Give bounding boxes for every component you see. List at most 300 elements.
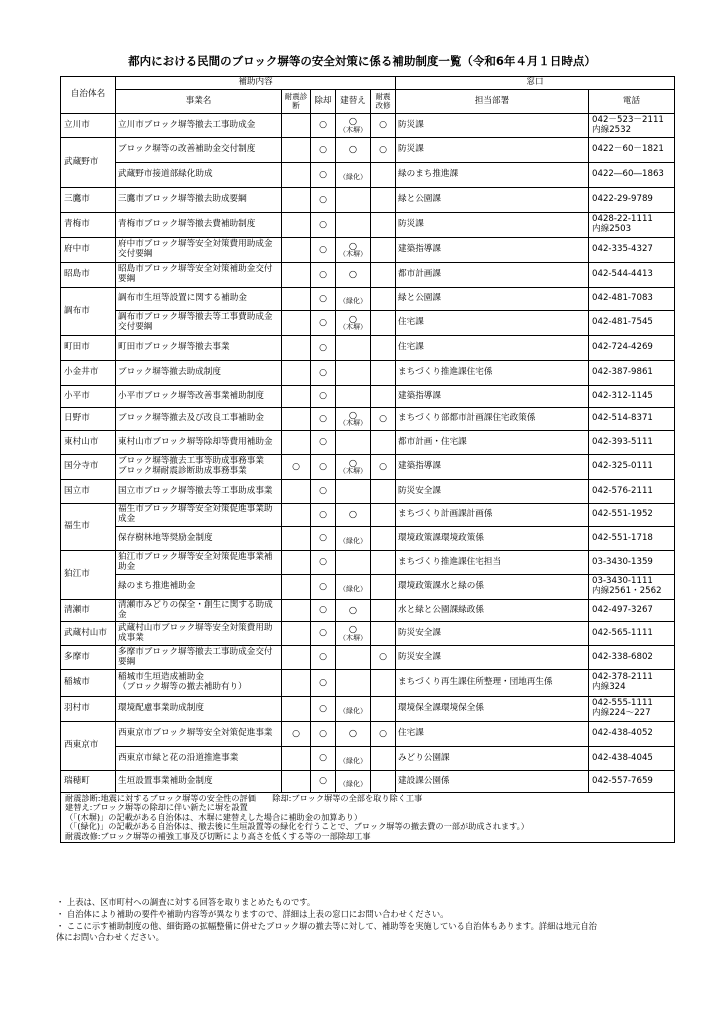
table-body [61, 114, 675, 843]
phone-line: 042-565-1111 [592, 627, 653, 638]
cell-removal: ○ [311, 431, 336, 455]
cell-project-name: ブロック塀等撤去助成制度 [116, 361, 282, 386]
phone-line: 042-325-0111 [592, 461, 653, 472]
cell-seismic-reinforce [371, 336, 396, 361]
page-title: 都内における民間のブロック塀等の安全対策に係る補助制度一覧（令和6年４月１日時点） [128, 54, 596, 68]
cell-department: 住宅課 [396, 311, 589, 336]
table-row [61, 527, 675, 551]
cell-phone [589, 600, 675, 622]
cell-removal: ○ [311, 408, 336, 431]
phone-line: 042-551-1952 [592, 509, 653, 520]
table-row [61, 213, 675, 238]
cell-seismic-reinforce [371, 504, 396, 527]
cell-rebuild [336, 575, 371, 600]
cell-rebuild [336, 527, 371, 551]
cell-seismic-diagnosis [282, 311, 311, 336]
cell-seismic-reinforce: ○ [371, 408, 396, 431]
cell-municipality: 府中市 [61, 238, 116, 263]
cell-phone [589, 622, 675, 646]
cell-removal: ○ [311, 771, 336, 793]
cell-seismic-diagnosis [282, 527, 311, 551]
cell-removal: ○ [311, 386, 336, 408]
cell-seismic-diagnosis [282, 138, 311, 163]
phone-line: 0428-22-1111 [592, 214, 653, 225]
cell-municipality: 小平市 [61, 386, 116, 408]
phone-line: 042－523－2111 [592, 114, 664, 125]
cell-removal: ○ [311, 504, 336, 527]
cell-seismic-diagnosis [282, 238, 311, 263]
rebuild-note: （緑化） [339, 585, 367, 594]
rebuild-note: （木塀） [339, 250, 367, 259]
cell-project-name: 立川市ブロック塀等撤去工事助成金 [116, 114, 282, 138]
cell-seismic-diagnosis [282, 771, 311, 793]
phone-line: 042-497-3267 [592, 604, 653, 615]
cell-municipality: 青梅市 [61, 213, 116, 238]
cell-seismic-diagnosis [282, 431, 311, 455]
cell-rebuild [336, 336, 371, 361]
cell-removal: ○ [311, 336, 336, 361]
cell-project-name: 三鷹市ブロック塀等撤去助成要綱 [116, 188, 282, 213]
rebuild-mark: ○ [348, 409, 358, 421]
cell-department: まちづくり部都市計画課住宅政策係 [396, 408, 589, 431]
cell-project-name: 昭島市ブロック塀等安全対策補助金交付要綱 [116, 263, 282, 288]
cell-phone [589, 213, 675, 238]
rebuild-note: （木塀） [339, 419, 367, 428]
definition-line: 建替え:ブロック塀等の除却に伴い新たに塀を設置 [65, 802, 248, 813]
cell-seismic-reinforce [371, 431, 396, 455]
cell-department: 防災安全課 [396, 622, 589, 646]
table-row [61, 504, 675, 527]
cell-seismic-reinforce [371, 238, 396, 263]
cell-rebuild [336, 455, 371, 480]
rebuild-note: （緑化） [339, 297, 367, 306]
table-row [61, 747, 675, 771]
phone-line: 042-378-2111 [592, 672, 653, 683]
phone-line: 042-438-4052 [592, 728, 653, 739]
cell-seismic-reinforce [371, 575, 396, 600]
cell-seismic-diagnosis [282, 408, 311, 431]
cell-phone [589, 455, 675, 480]
rebuild-mark: ○ [348, 144, 358, 156]
cell-department: 建築指導課 [396, 238, 589, 263]
cell-phone [589, 188, 675, 213]
cell-project-name: 東村山市ブロック塀等除却等費用補助金 [116, 431, 282, 455]
cell-seismic-diagnosis [282, 213, 311, 238]
phone-line: 042-551-1718 [592, 532, 653, 543]
cell-project-name: 武蔵村山市ブロック塀等安全対策費用助成事業 [116, 622, 282, 646]
cell-municipality: 三鷹市 [61, 188, 116, 213]
phone-line: 042-312-1145 [592, 390, 653, 401]
cell-seismic-reinforce [371, 213, 396, 238]
definitions-cell [61, 793, 675, 843]
cell-project-name: 府中市ブロック塀等安全対策費用助成金交付要綱 [116, 238, 282, 263]
cell-municipality: 調布市 [61, 288, 116, 336]
cell-rebuild [336, 263, 371, 288]
cell-removal: ○ [311, 311, 336, 336]
cell-phone [589, 722, 675, 747]
cell-department: 緑と公園課 [396, 288, 589, 311]
cell-removal: ○ [311, 575, 336, 600]
footnote-line: 体にお問い合わせください。 [56, 932, 164, 943]
phone-line: 内線324 [592, 682, 626, 692]
cell-rebuild [336, 670, 371, 697]
footnote-line: ・ ここに示す補助制度の他、細街路の拡幅整備に併せたブロック塀の撤去等に対して、補助等を実施している自治体もあります。詳細は地元自治 [56, 920, 597, 931]
table-row [61, 551, 675, 575]
phone-line: 042-514-8371 [592, 413, 653, 424]
phone-line: 内線2503 [592, 224, 632, 234]
table-row [61, 455, 675, 480]
cell-phone [589, 431, 675, 455]
cell-seismic-diagnosis [282, 188, 311, 213]
cell-rebuild [336, 163, 371, 188]
cell-municipality: 昭島市 [61, 263, 116, 288]
cell-phone [589, 575, 675, 600]
cell-seismic-reinforce [371, 697, 396, 722]
cell-seismic-reinforce [371, 311, 396, 336]
rebuild-mark: ○ [348, 240, 358, 252]
cell-seismic-diagnosis [282, 288, 311, 311]
table-row [61, 263, 675, 288]
rebuild-mark: ○ [348, 604, 358, 616]
cell-project-name: 青梅市ブロック塀等撤去費補助制度 [116, 213, 282, 238]
cell-department: まちづくり推進課住宅係 [396, 361, 589, 386]
table-row [61, 361, 675, 386]
cell-seismic-diagnosis [282, 551, 311, 575]
header-municipality: 自治体名 [61, 77, 116, 114]
cell-department: 水と緑と公園課緑政係 [396, 600, 589, 622]
cell-seismic-reinforce: ○ [371, 646, 396, 670]
cell-seismic-reinforce [371, 480, 396, 504]
cell-municipality: 武蔵野市 [61, 138, 116, 188]
cell-department: 建築指導課 [396, 386, 589, 408]
phone-line: 042-555-1111 [592, 698, 653, 709]
cell-department: 住宅課 [396, 336, 589, 361]
cell-project-name: 西東京市緑と花の沿道推進事業 [116, 747, 282, 771]
cell-seismic-reinforce: ○ [371, 722, 396, 747]
cell-seismic-diagnosis [282, 114, 311, 138]
cell-phone [589, 288, 675, 311]
cell-department: 環境政策課水と緑の係 [396, 575, 589, 600]
phone-line: 0422-29-9789 [592, 194, 653, 205]
cell-phone [589, 386, 675, 408]
cell-removal: ○ [311, 600, 336, 622]
phone-line: 042-576-2111 [592, 485, 653, 496]
phone-line: 内線2532 [592, 124, 632, 135]
phone-line: 042-338-6802 [592, 651, 653, 662]
cell-department: 防災課 [396, 138, 589, 163]
cell-rebuild [336, 747, 371, 771]
phone-line: 042-438-4045 [592, 752, 653, 763]
cell-municipality: 日野市 [61, 408, 116, 431]
cell-phone [589, 311, 675, 336]
cell-municipality: 小金井市 [61, 361, 116, 386]
cell-rebuild [336, 646, 371, 670]
cell-phone [589, 670, 675, 697]
table-row [61, 238, 675, 263]
cell-department: 住宅課 [396, 722, 589, 747]
cell-removal: ○ [311, 480, 336, 504]
phone-line: 042-481-7083 [592, 293, 653, 304]
header-seismic-reinforce: 耐震改修 [371, 90, 396, 114]
cell-phone [589, 527, 675, 551]
cell-rebuild [336, 504, 371, 527]
cell-phone [589, 336, 675, 361]
phone-line: 0422―60―1863 [592, 169, 664, 180]
cell-seismic-reinforce [371, 747, 396, 771]
subsidy-table [60, 76, 675, 843]
rebuild-mark: ○ [348, 624, 358, 636]
cell-phone [589, 114, 675, 138]
cell-seismic-reinforce [371, 288, 396, 311]
cell-rebuild [336, 188, 371, 213]
table-row [61, 431, 675, 455]
cell-rebuild [336, 431, 371, 455]
cell-removal: ○ [311, 188, 336, 213]
cell-seismic-reinforce [371, 622, 396, 646]
cell-municipality: 瑞穂町 [61, 771, 116, 793]
header-rebuild: 建替え [336, 90, 371, 114]
cell-seismic-diagnosis [282, 504, 311, 527]
table-row [61, 622, 675, 646]
table-row [61, 575, 675, 600]
phone-line: 042-557-7659 [592, 775, 653, 786]
cell-project-name: ブロック塀等の改善補助金交付制度 [116, 138, 282, 163]
cell-project-name: 国立市ブロック塀等撤去等工事助成事業 [116, 480, 282, 504]
cell-removal: ○ [311, 551, 336, 575]
phone-line: 03-3430-1359 [592, 556, 653, 567]
cell-project-name: 町田市ブロック塀等撤去事業 [116, 336, 282, 361]
cell-removal: ○ [311, 697, 336, 722]
cell-seismic-reinforce [371, 600, 396, 622]
cell-rebuild [336, 311, 371, 336]
table-row [61, 697, 675, 722]
phone-line: 0422－60－1821 [592, 144, 664, 155]
cell-municipality: 清瀬市 [61, 600, 116, 622]
cell-project-name: 稲城市生垣造成補助金 （ブロック塀等の撤去補助有り） [116, 670, 282, 697]
rebuild-mark: ○ [348, 728, 358, 740]
definition-line: 耐震診断:地震に対するブロック塀等の安全性の評価 除却:ブロック塀等の全部を取り除く工事 [65, 793, 423, 803]
table-row [61, 771, 675, 793]
cell-municipality: 立川市 [61, 114, 116, 138]
phone-line: 042-481-7545 [592, 317, 653, 328]
rebuild-note: （緑化） [339, 779, 367, 788]
cell-removal: ○ [311, 238, 336, 263]
cell-department: 緑のまち推進課 [396, 163, 589, 188]
phone-line: 042-387-9861 [592, 367, 653, 378]
cell-seismic-reinforce [371, 361, 396, 386]
cell-seismic-reinforce [371, 163, 396, 188]
cell-project-name: 環境配慮事業助成制度 [116, 697, 282, 722]
cell-phone [589, 138, 675, 163]
definition-line: （「(木塀)」の記載がある自治体は、木塀に建替えした場合に補助金の加算あり） [65, 811, 363, 822]
cell-municipality: 多摩市 [61, 646, 116, 670]
cell-department: 都市計画・住宅課 [396, 431, 589, 455]
cell-phone [589, 408, 675, 431]
cell-seismic-diagnosis [282, 747, 311, 771]
cell-removal: ○ [311, 747, 336, 771]
cell-municipality: 稲城市 [61, 670, 116, 697]
cell-rebuild [336, 138, 371, 163]
cell-seismic-diagnosis [282, 336, 311, 361]
cell-removal: ○ [311, 163, 336, 188]
cell-department: 都市計画課 [396, 263, 589, 288]
table-row [61, 138, 675, 163]
cell-seismic-reinforce [371, 527, 396, 551]
cell-municipality: 国分寺市 [61, 455, 116, 480]
cell-project-name: 多摩市ブロック塀等撤去工事助成金交付要綱 [116, 646, 282, 670]
table-row [61, 114, 675, 138]
rebuild-mark: ○ [348, 457, 358, 469]
cell-rebuild [336, 697, 371, 722]
rebuild-note: （緑化） [339, 536, 367, 545]
cell-department: 環境政策課環境政策係 [396, 527, 589, 551]
cell-phone [589, 747, 675, 771]
cell-removal: ○ [311, 361, 336, 386]
cell-seismic-diagnosis [282, 622, 311, 646]
rebuild-mark: ○ [348, 116, 358, 128]
cell-removal: ○ [311, 138, 336, 163]
cell-rebuild [336, 722, 371, 747]
header-removal: 除却 [311, 90, 336, 114]
cell-seismic-diagnosis [282, 263, 311, 288]
cell-department: 防災課 [396, 213, 589, 238]
definition-line: 耐震改修:ブロック塀等の補強工事及び切断により高さを低くする等の一部除却工事 [65, 830, 371, 841]
cell-seismic-diagnosis [282, 480, 311, 504]
cell-seismic-diagnosis: ○ [282, 722, 311, 747]
phone-line: 03-3430-1111 [592, 576, 653, 587]
cell-seismic-diagnosis [282, 163, 311, 188]
definition-line: （「(緑化)」の記載がある自治体は、撤去後に生垣設置等の緑化を行うことで、ブロック塀等の撤去費の一部が助成されます。） [65, 821, 529, 832]
cell-rebuild [336, 600, 371, 622]
rebuild-note: （木塀） [339, 125, 367, 134]
cell-removal: ○ [311, 670, 336, 697]
cell-department: 環境保全課環境保全係 [396, 697, 589, 722]
cell-seismic-reinforce: ○ [371, 114, 396, 138]
phone-line: 内線224～227 [592, 708, 651, 718]
cell-project-name: 福生市ブロック塀等安全対策促進事業助成金 [116, 504, 282, 527]
phone-line: 042-393-5111 [592, 436, 653, 447]
cell-rebuild [336, 622, 371, 646]
cell-seismic-diagnosis [282, 646, 311, 670]
cell-municipality: 狛江市 [61, 551, 116, 600]
cell-department: まちづくり計画課計画係 [396, 504, 589, 527]
cell-seismic-diagnosis [282, 600, 311, 622]
cell-project-name: 調布市生垣等設置に関する補助金 [116, 288, 282, 311]
rebuild-note: （木塀） [339, 467, 367, 476]
table-row [61, 600, 675, 622]
table-row [61, 188, 675, 213]
table-row [61, 311, 675, 336]
cell-department: 防災安全課 [396, 480, 589, 504]
cell-seismic-reinforce [371, 670, 396, 697]
cell-phone [589, 238, 675, 263]
cell-municipality: 国立市 [61, 480, 116, 504]
footnote-line: ・ 自治体により補助の要件や補助内容等が異なりますので、詳細は上表の窓口にお問い合わせください。 [56, 908, 449, 919]
cell-rebuild [336, 386, 371, 408]
cell-project-name: 生垣設置事業補助金制度 [116, 771, 282, 793]
cell-rebuild [336, 551, 371, 575]
cell-removal: ○ [311, 213, 336, 238]
table-row [61, 336, 675, 361]
cell-municipality: 東村山市 [61, 431, 116, 455]
cell-department: まちづくり再生課住所整理・団地再生係 [396, 670, 589, 697]
cell-seismic-diagnosis: ○ [282, 455, 311, 480]
phone-line: 042-544-4413 [592, 269, 653, 280]
cell-rebuild [336, 771, 371, 793]
cell-department: 建設課公園係 [396, 771, 589, 793]
footnote-line: ・ 上表は、区市町村への調査に対する回答を取りまとめたものです。 [56, 897, 316, 907]
cell-municipality: 羽村市 [61, 697, 116, 722]
table-row [61, 163, 675, 188]
rebuild-note: （緑化） [339, 707, 367, 716]
cell-removal: ○ [311, 646, 336, 670]
header-phone: 電話 [589, 90, 675, 114]
cell-seismic-reinforce: ○ [371, 138, 396, 163]
table-row [61, 646, 675, 670]
cell-seismic-reinforce [371, 771, 396, 793]
cell-phone [589, 646, 675, 670]
header-project-name: 事業名 [116, 90, 282, 114]
table-row [61, 722, 675, 747]
cell-project-name: 小平市ブロック塀等改善事業補助制度 [116, 386, 282, 408]
rebuild-note: （木塀） [339, 323, 367, 332]
rebuild-mark: ○ [348, 269, 358, 281]
cell-phone [589, 697, 675, 722]
cell-municipality: 西東京市 [61, 722, 116, 771]
cell-project-name: 清瀬市みどりの保全・創生に関する助成金 [116, 600, 282, 622]
cell-phone [589, 361, 675, 386]
cell-municipality: 武蔵村山市 [61, 622, 116, 646]
table-row [61, 670, 675, 697]
rebuild-mark: ○ [348, 313, 358, 325]
cell-seismic-diagnosis [282, 670, 311, 697]
table-row [61, 288, 675, 311]
cell-department: 防災安全課 [396, 646, 589, 670]
cell-seismic-reinforce [371, 263, 396, 288]
cell-seismic-diagnosis [282, 697, 311, 722]
cell-phone [589, 263, 675, 288]
cell-removal: ○ [311, 722, 336, 747]
rebuild-note: （緑化） [339, 173, 367, 182]
cell-project-name: ブロック塀等撤去及び改良工事補助金 [116, 408, 282, 431]
cell-project-name: 武蔵野市接道部緑化助成 [116, 163, 282, 188]
cell-rebuild [336, 238, 371, 263]
cell-rebuild [336, 114, 371, 138]
cell-department: みどり公園課 [396, 747, 589, 771]
footnotes [56, 897, 676, 944]
definitions-row [61, 793, 675, 843]
cell-department: まちづくり推進課住宅担当 [396, 551, 589, 575]
header-subsidy-content: 補助内容 [116, 77, 396, 90]
header-seismic-diagnosis: 耐震診断 [282, 90, 311, 114]
cell-seismic-diagnosis [282, 361, 311, 386]
cell-phone [589, 551, 675, 575]
cell-seismic-reinforce: ○ [371, 455, 396, 480]
cell-rebuild [336, 408, 371, 431]
cell-phone [589, 480, 675, 504]
cell-removal: ○ [311, 527, 336, 551]
cell-municipality: 福生市 [61, 504, 116, 551]
cell-removal: ○ [311, 288, 336, 311]
table-row [61, 480, 675, 504]
rebuild-mark: ○ [348, 509, 358, 521]
phone-line: 042-724-4269 [592, 342, 653, 353]
rebuild-note: （緑化） [339, 756, 367, 765]
phone-line: 042-335-4327 [592, 244, 653, 255]
cell-rebuild [336, 480, 371, 504]
cell-removal: ○ [311, 455, 336, 480]
cell-project-name: 保存樹林地等奨励金制度 [116, 527, 282, 551]
